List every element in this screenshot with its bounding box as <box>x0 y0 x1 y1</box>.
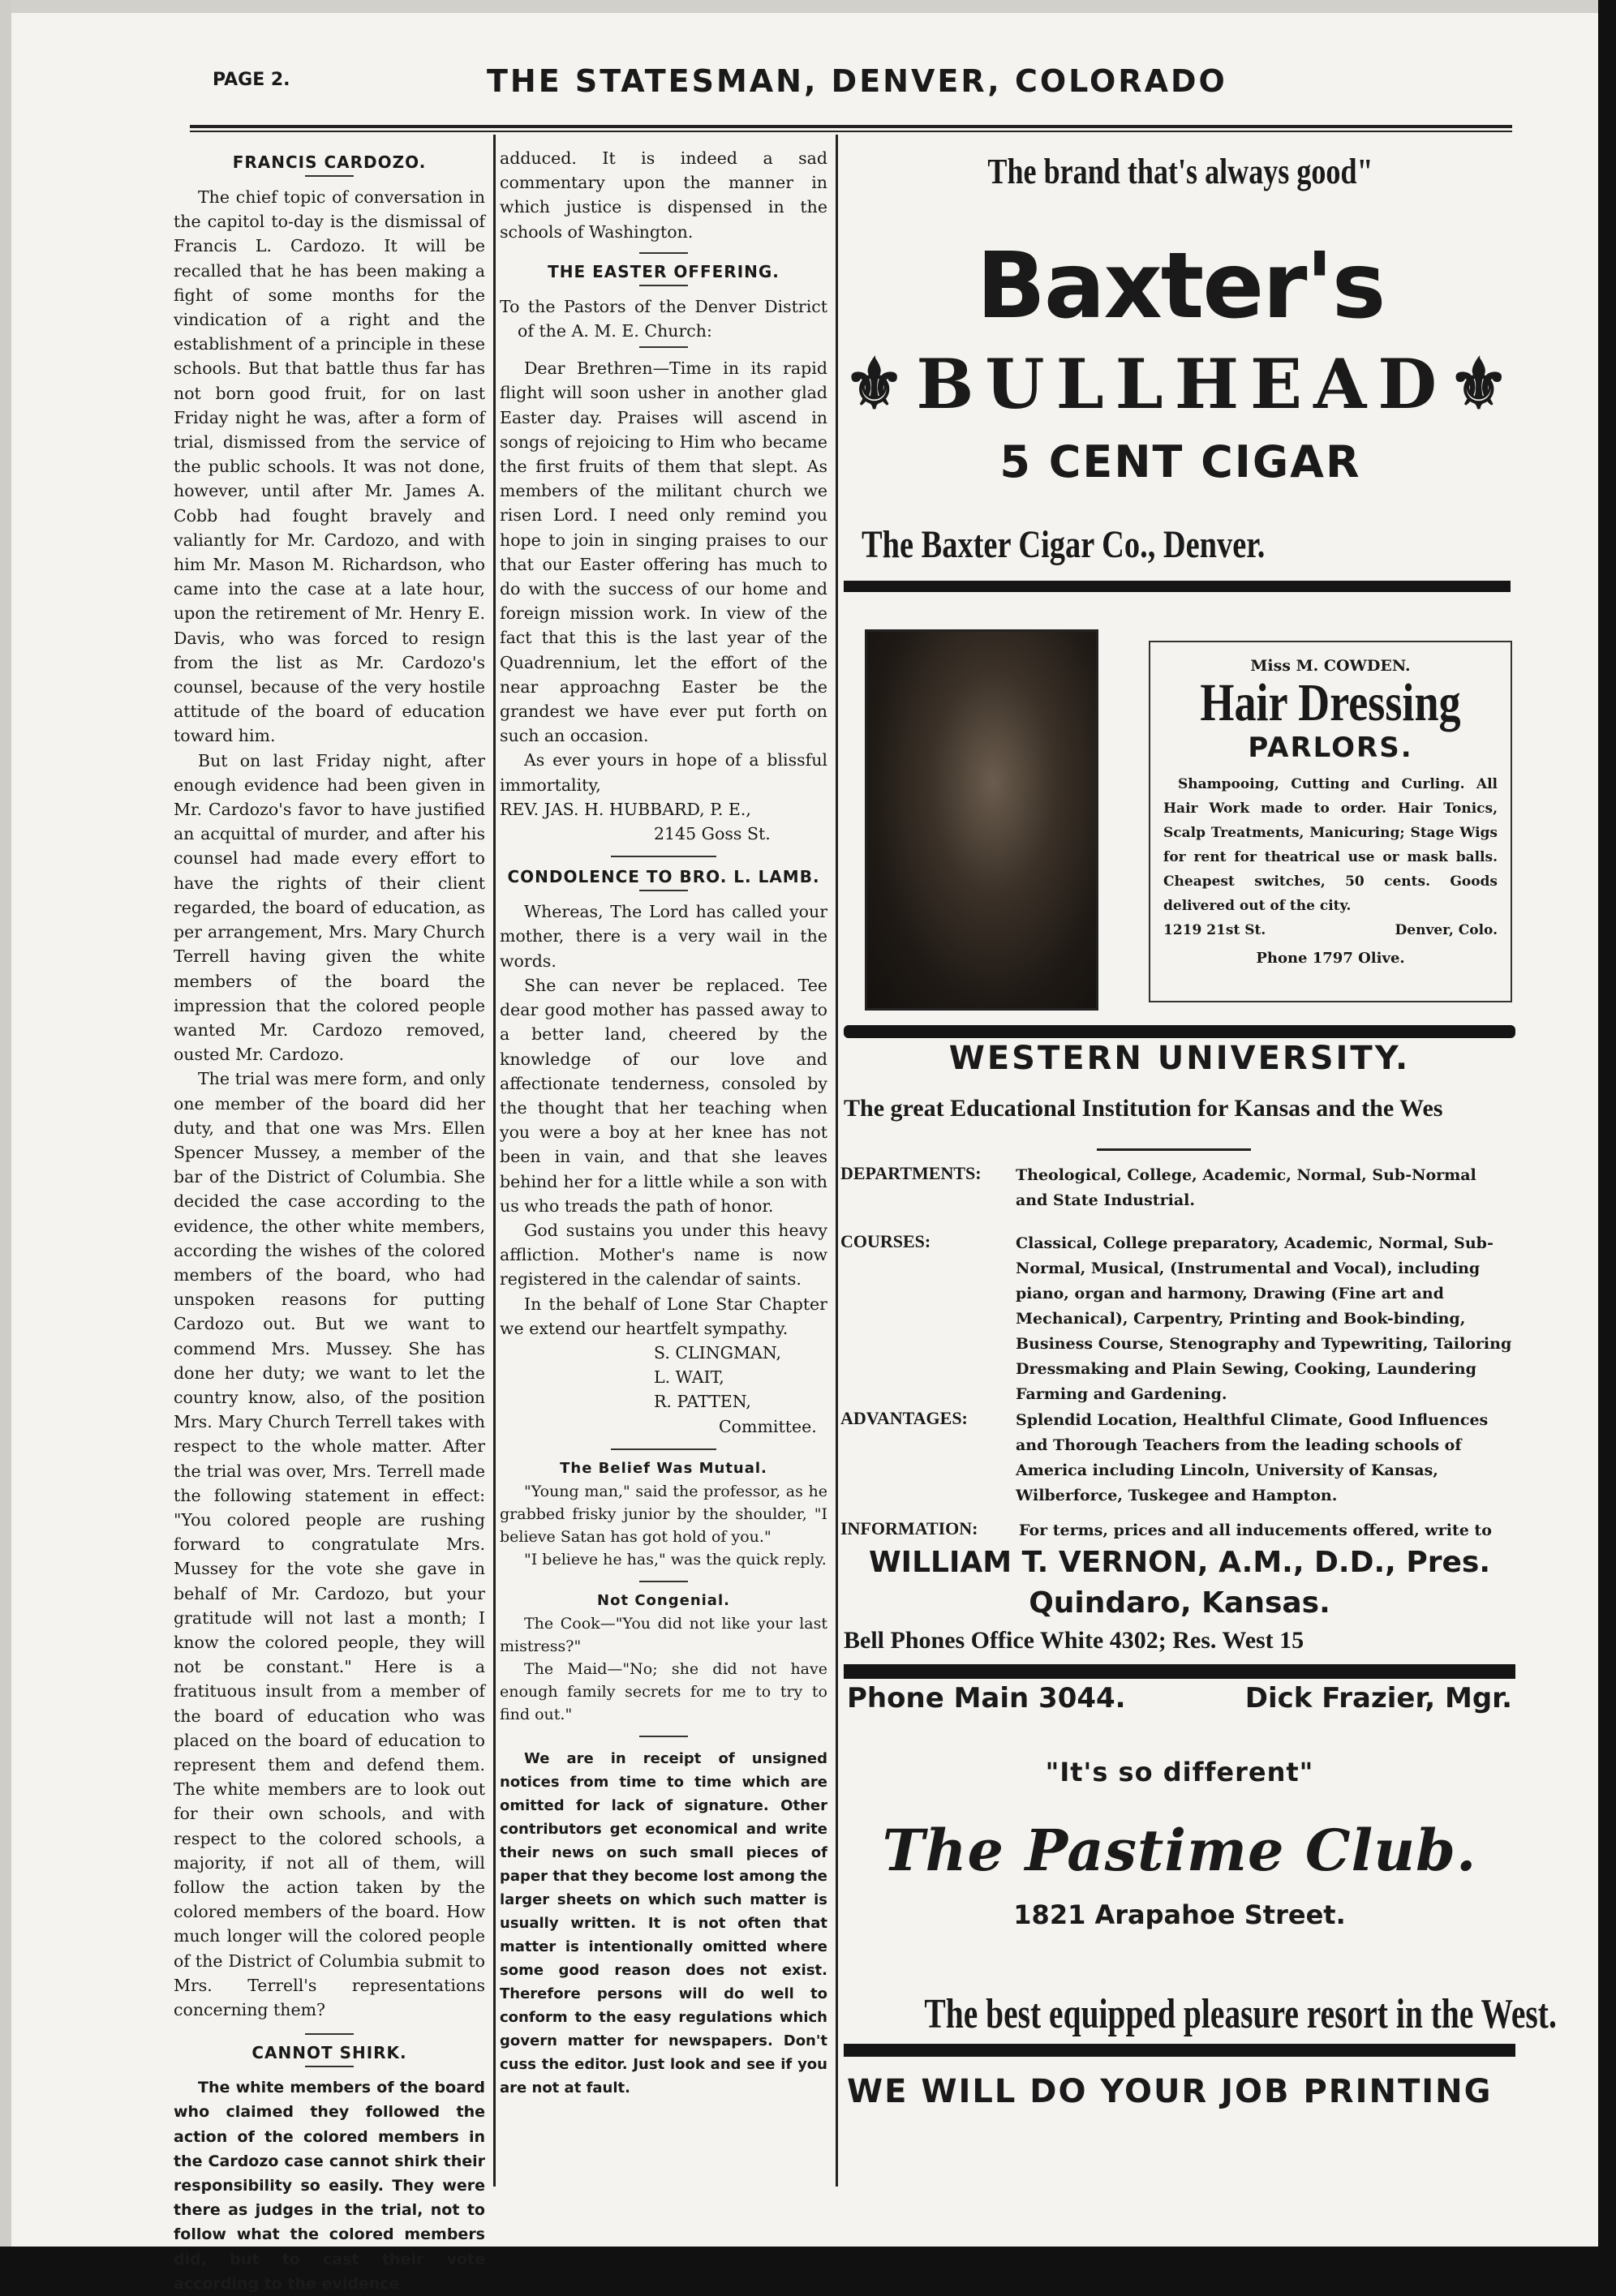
masthead: THE STATESMAN, DENVER, COLORADO <box>487 63 1227 99</box>
university-phones: Bell Phones Office White 4302; Res. West 15 <box>844 1627 1304 1654</box>
baxter-brand-name: Baxter's <box>976 234 1385 339</box>
column-divider-1 <box>493 135 496 2187</box>
page-edge-top <box>0 0 1598 13</box>
article-title-shirk: CANNOT SHIRK. <box>251 2043 407 2063</box>
cowden-address-row <box>1150 918 1511 942</box>
baxter-product-name: BULLHEAD <box>916 344 1449 424</box>
section-rule <box>611 1448 716 1450</box>
cowden-subtitle: PARLORS. <box>1248 732 1413 764</box>
courses-label: COURSES: <box>840 1231 931 1251</box>
article-paragraph: adduced. It is indeed a sad commentary upon the manner in which justice is dispensed in the schools of Washington. <box>500 148 827 242</box>
article-paragraph: But on last Friday night, after enough evidence had been given in Mr. Cardozo's favor to have justified an acquittal of murder, and after his counsel had made every effort to have the rights of their client regarded, the board of education, as per arrangement, Mrs. Mary Church Terrell having given the white members of the board the impression that the colored people wanted Mr. Cardozo removed, ousted Mr. Cardozo. <box>174 750 485 1065</box>
baxter-price: 5 CENT CIGAR <box>999 436 1361 487</box>
title-rule <box>639 890 688 891</box>
baxter-company: The Baxter Cigar Co., Denver. <box>862 523 1266 566</box>
pastime-tagline: The best equipped pleasure resort in the West. <box>924 1991 1557 2037</box>
fleur-de-lis-icon: ⚜ <box>844 344 917 424</box>
letter-salutation: To the Pastors of the Denver District of the A. M. E. Church: <box>500 296 827 341</box>
courses-text: Classical, College preparatory, Academic, Normal, Sub-Normal, Musical, (Instrumental and Vocal), including piano, organ and harmony, Drawing (Fine art and Mechanical), Carpentry, Printing and Book-binding, Business Course, Stenography and Typewriting, Tailoring Dressmaking and Plain Sewing, Cooking, Laundering Farming and Gardening. <box>1016 1234 1512 1403</box>
cowden-title: Hair Dressing <box>1200 673 1461 732</box>
title-rule <box>639 285 688 286</box>
article-paragraph: God sustains you under this heavy affliction. Mother's name is now registered in the calendar of saints. <box>500 1220 827 1290</box>
ad-separator <box>844 2044 1515 2057</box>
page-number: PAGE 2. <box>213 70 290 90</box>
fleur-de-lis-icon: ⚜ <box>1448 344 1521 424</box>
signature: Committee. <box>719 1416 817 1436</box>
column-1 <box>174 146 485 2296</box>
article-paragraph: In the behalf of Lone Star Chapter we extend our heartfelt sympathy. <box>500 1294 827 1338</box>
section-rule <box>639 346 688 348</box>
masthead-rule <box>190 125 1512 132</box>
section-rule <box>639 1736 688 1737</box>
signature-address: 2145 Goss St. <box>654 824 771 844</box>
university-president: WILLIAM T. VERNON, A.M., D.D., Pres. <box>868 1546 1491 1579</box>
column-2 <box>500 146 827 2100</box>
pastime-address: 1821 Arapahoe Street. <box>1013 1899 1346 1930</box>
column-divider-2 <box>836 135 838 2187</box>
information-text: For terms, prices and all inducements offered, write to <box>1019 1521 1492 1539</box>
article-title-easter: THE EASTER OFFERING. <box>548 261 780 281</box>
signature: S. CLINGMAN, <box>654 1342 781 1363</box>
editor-notice: We are in receipt of unsigned notices from time to time which are omitted for lack of signature. Other contributors get economical and write their news on such small pieces of paper that they become lost among the larger sheets on which such matter is usually written. It is not often that matter is intentionally omitted where some good reason does not exist. Therefore persons will do well to conform to the easy regulations which govern matter for newspapers. Don't cuss the editor. Just look and see if you are not at fault. <box>500 1749 827 2096</box>
section-rule <box>639 252 688 254</box>
cowden-proprietor: Miss M. COWDEN. <box>1250 657 1411 675</box>
article-paragraph: The Cook—"You did not like your last mistress?" <box>500 1614 827 1655</box>
title-rule <box>305 2066 354 2067</box>
portrait-photo <box>865 629 1098 1011</box>
printing-ad: WE WILL DO YOUR JOB PRINTING <box>847 2073 1493 2110</box>
cowden-ad-box <box>1149 641 1512 1002</box>
article-title-congenial: Not Congenial. <box>597 1591 730 1609</box>
advantages-text: Splendid Location, Healthful Climate, Good Influences and Thorough Teachers from the leading schools of America including Lincoln, University of Kansas, Wilberforce, Tuskegee and Hampton. <box>1016 1411 1489 1504</box>
article-paragraph: "Young man," said the professor, as he grabbed frisky junior by the shoulder, "I believe Satan has got hold of you." <box>500 1482 827 1546</box>
article-title-condolence: CONDOLENCE TO BRO. L. LAMB. <box>507 867 820 887</box>
baxter-product-row <box>844 344 1521 424</box>
section-rule <box>611 856 716 857</box>
article-paragraph: Dear Brethren—Time in its rapid flight will soon usher in another glad Easter day. Praises will ascend in songs of rejoicing to Him who became the first fruits of them that slept. As members of the militant church we risen Lord. I need only remind you hope to join in singing praises to our that our Easter offering has much to do with the success of our home and foreign mission work. In view of the fact that this is the last year of the Quadrennium, let the effort of the near approachng Easter be the grandest we have ever put forth on such an occasion. <box>500 358 827 746</box>
section-rule <box>639 1581 688 1582</box>
pastime-manager: Dick Frazier, Mgr. <box>1244 1682 1512 1714</box>
article-paragraph: The chief topic of conversation in the capitol to-day is the dismissal of Francis L. Cardozo. It will be recalled that he has been making a fight of some months for the vindication of a right and the establishment of a principle in these schools. But that battle thus far has not born good fruit, for on last Friday night he was, after a form of trial, dismissed from the service of the public schools. It was not done, however, until after Mr. James A. Cobb had fought bravely and valiantly for Mr. Cardozo, and with him Mr. Mason M. Richardson, who came into the case at a late hour, upon the retirement of Mr. Henry E. Davis, who was forced to resign from the list as Mr. Cardozo's counsel, because of the very hostile attitude of the board of education toward him. <box>174 187 485 746</box>
signature: R. PATTEN, <box>654 1392 751 1412</box>
ad-separator <box>844 581 1511 592</box>
article-paragraph: The white members of the board who claimed they followed the action of the colored members in the Cardozo case cannot shirk their responsibility so easily. They were there as judges in the trial, not to follow what the colored members did, but to cast their vote according to the evidence <box>174 2079 485 2293</box>
departments-text: Theological, College, Academic, Normal, Sub-Normal and State Industrial. <box>1016 1166 1476 1209</box>
cowden-city: Denver, Colo. <box>1395 922 1498 938</box>
pastime-phone: Phone Main 3044. <box>847 1682 1126 1714</box>
cowden-body: Shampooing, Cutting and Curling. All Hair Work made to order. Hair Tonics, Scalp Treatments, Manicuring; Stage Wigs for rent for theatrical use or mask balls. Cheapest switches, 50 cents. Goods delivered out of the city. <box>1163 776 1498 914</box>
information-label: INFORMATION: <box>840 1518 978 1539</box>
university-rule <box>1097 1148 1251 1151</box>
cowden-phone: Phone 1797 Olive. <box>1256 950 1405 967</box>
article-paragraph: "I believe he has," was the quick reply. <box>524 1550 827 1569</box>
section-rule <box>305 2033 354 2035</box>
ad-separator <box>844 1025 1515 1038</box>
page-edge-left <box>0 0 11 2247</box>
article-title-cardozo: FRANCIS CARDOZO. <box>232 152 427 172</box>
advantages-label: ADVANTAGES: <box>840 1408 968 1428</box>
article-paragraph: Whereas, The Lord has called your mother, there is a very wail in the words. <box>500 902 827 971</box>
signature: REV. JAS. H. HUBBARD, P. E., <box>500 799 751 819</box>
article-paragraph: The trial was mere form, and only one member of the board did her duty, and that one was Mrs. Ellen Spencer Mussey, a member of the bar of the District of Columbia. She decided the case according to the evidence, the other white members, according the wishes of the colored members of the board, who had unspoken reasons for putting Cardozo out. But we want to commend Mrs. Mussey. She has done her duty; we want to let the country know, also, of the position Mrs. Mary Church Terrell takes with respect to the whole matter. After the trial was over, Mrs. Terrell made the following statement in effect: "You colored people are rushing forward to congratulate Mrs. Mussey for the vote she gave in behalf of Mr. Cardozo, but your gratitude will not last a month; I know the colored people, they will not be constant." Here is a fratituous insult from a member of the board of education who was placed on the board of education to represent them and defend them. The white members are to look out for their own schools, and with respect to the colored schools, a majority, if not all of them, will follow the action taken by the colored members of the board. How much longer will the colored people of the District of Columbia submit to Mrs. Terrell's representations concerning them? <box>174 1069 485 2020</box>
title-rule <box>305 175 354 177</box>
article-title-belief: The Belief Was Mutual. <box>560 1459 767 1477</box>
university-title: WESTERN UNIVERSITY. <box>948 1040 1411 1077</box>
ad-separator <box>844 1664 1515 1679</box>
university-location: Quindaro, Kansas. <box>1029 1586 1330 1620</box>
article-paragraph: The Maid—"No; she did not have enough family secrets for me to try to find out." <box>500 1659 827 1723</box>
cowden-address: 1219 21st St. <box>1163 922 1266 938</box>
signature: L. WAIT, <box>654 1367 724 1388</box>
departments-label: DEPARTMENTS: <box>840 1163 982 1183</box>
pastime-name: The Pastime Club. <box>882 1817 1477 1884</box>
pastime-slogan: "It's so different" <box>1045 1757 1314 1787</box>
article-paragraph: She can never be replaced. Tee dear good mother has passed away to a better land, cheered by the knowledge of our love and affectionate tenderness, consoled by the thought that her teaching when you were a boy at her knee has not been in vain, and that she leaves behind her for a little while a son with us who treads the path of honor. <box>500 975 827 1216</box>
university-subtitle: The great Educational Institution for Kansas and the Wes <box>844 1095 1443 1122</box>
pastime-header-row <box>847 1682 1512 1714</box>
article-paragraph: As ever yours in hope of a blissful immortality, <box>500 750 827 795</box>
baxter-tagline: The brand that's always good" <box>987 152 1373 191</box>
